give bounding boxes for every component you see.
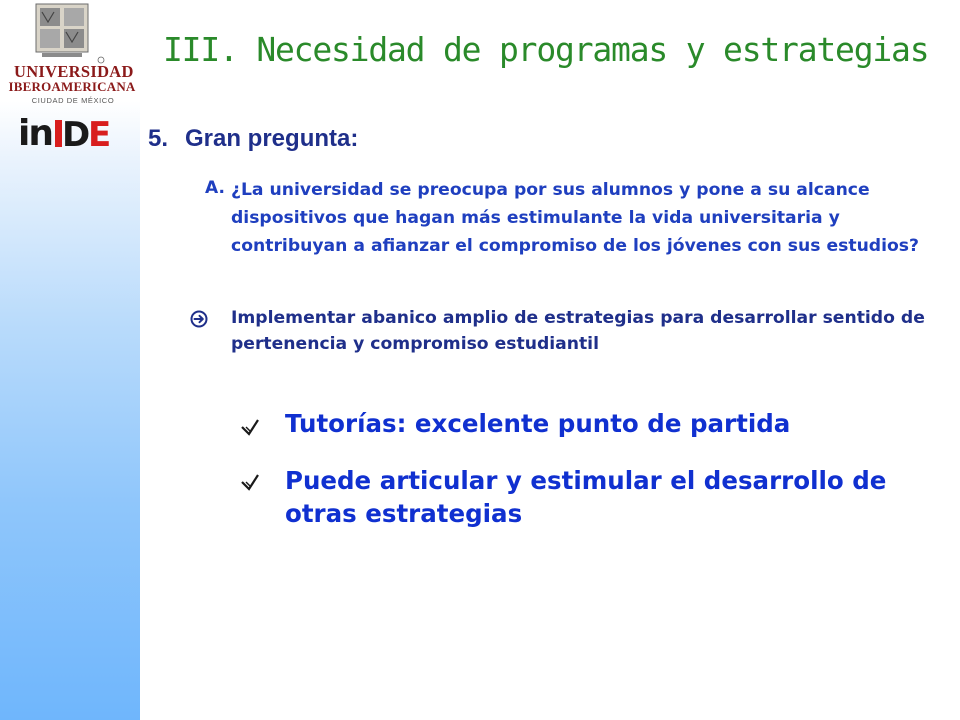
check-arrow-icon xyxy=(240,473,260,491)
svg-text:in: in xyxy=(18,113,52,154)
implementation-text: Implementar abanico amplio de estrategias para desarrollar sentido de pertenencia y compromiso estudiantil xyxy=(231,308,925,354)
question-heading: Gran pregunta: xyxy=(185,125,359,152)
university-name-line2: IBEROAMERICANA xyxy=(8,79,136,94)
sub-question-text: ¿La universidad se preocupa por sus alumnos y pone a su alcance dispositivos que hagan más estimulante la vida universitaria y contribuyan a afianzar el compromiso de los jóvenes con sus estudios? xyxy=(231,180,920,256)
strategy-item-2: Puede articular y estimular el desarrollo de otras estrategias xyxy=(285,466,887,528)
university-name-line1: UNIVERSIDAD xyxy=(14,62,134,81)
sidebar-gradient xyxy=(0,0,140,720)
sub-question-letter: A. xyxy=(205,178,225,198)
question-number: 5. xyxy=(148,125,169,152)
check-arrow-icon xyxy=(240,418,260,436)
svg-text:D: D xyxy=(62,115,91,154)
inide-logo xyxy=(18,112,118,154)
university-city: CIUDAD DE MÉXICO xyxy=(31,96,115,105)
page-title: III. Necesidad de programas y estrategias xyxy=(163,30,929,69)
svg-text:E: E xyxy=(88,115,112,154)
strategy-item-1: Tutorías: excelente punto de partida xyxy=(285,409,791,438)
arrow-circle-icon xyxy=(190,310,208,328)
